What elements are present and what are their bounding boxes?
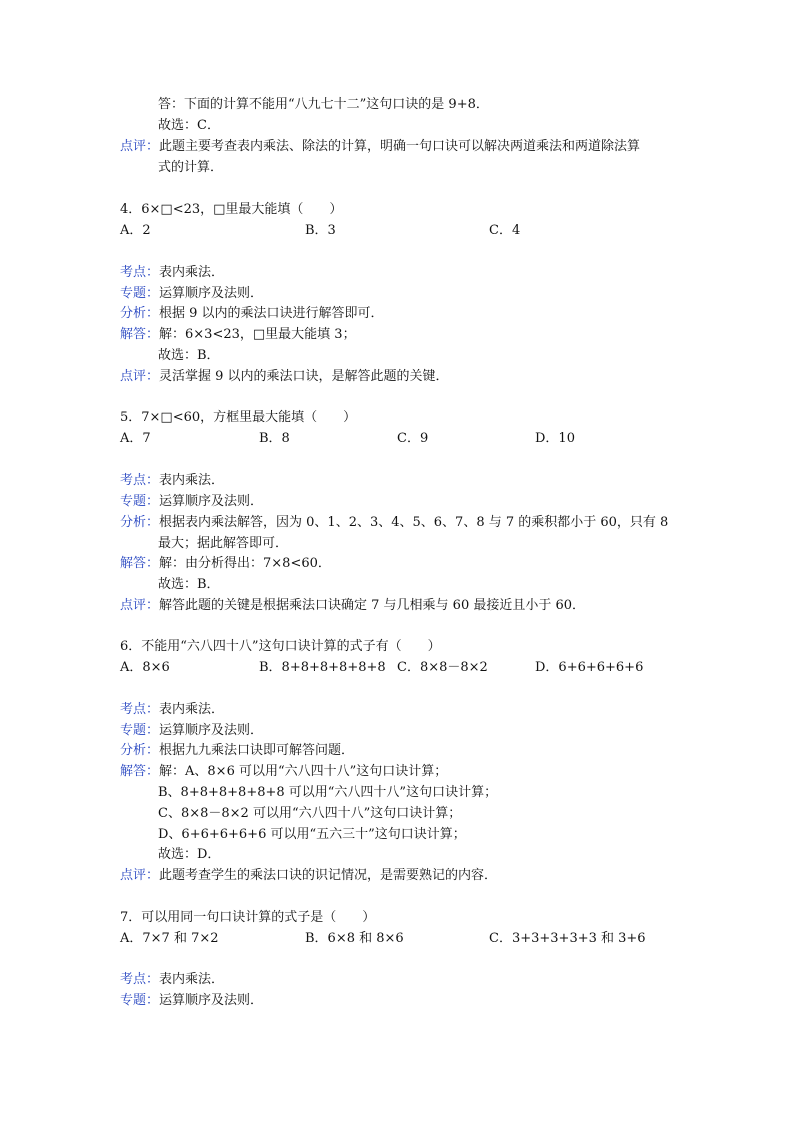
fenxi-label: 分析：	[120, 306, 160, 321]
q5-choice: 故选：B．	[158, 577, 220, 592]
q5-dianping-text: 解答此题的关键是根据乘法口诀确定 7 与几相乘与 60 最接近且小于 60．	[159, 598, 586, 613]
q5-zhuanti	[120, 493, 263, 511]
q6-fenxi-text: 根据九九乘法口诀即可解答问题．	[159, 743, 355, 758]
q5-option-c: C．9	[397, 431, 429, 446]
comment-line	[120, 138, 640, 156]
q7-option-c: C．3+3+3+3+3 和 3+6	[489, 931, 646, 946]
choice-line: 故选：C．	[158, 118, 220, 133]
question-7-stem: 7．可以用同一句口诀计算的式子是（ ）	[120, 910, 376, 925]
q6-fenxi	[120, 742, 354, 760]
q5-kaodian-text: 表内乘法．	[159, 473, 225, 488]
q6-option-a: A．8×6	[120, 660, 170, 675]
q6-kaodian-text: 表内乘法．	[159, 702, 225, 717]
kaodian-label: 考点：	[120, 972, 160, 987]
q5-fenxi-continuation: 最大；据此解答即可．	[158, 536, 289, 551]
q4-dianping	[120, 368, 449, 386]
question-4-stem: 4．6×□<23，□里最大能填（ ）	[120, 202, 343, 217]
q6-zhuanti-text: 运算顺序及法则．	[159, 723, 264, 738]
q7-kaodian-text: 表内乘法．	[159, 972, 225, 987]
q6-dianping	[120, 867, 497, 885]
zhuanti-label: 专题：	[120, 286, 160, 301]
q5-fenxi	[120, 514, 668, 532]
zhuanti-label: 专题：	[120, 723, 160, 738]
q4-option-c: C．4	[489, 223, 521, 238]
zhuanti-label: 专题：	[120, 494, 160, 509]
jieda-label: 解答：	[120, 764, 160, 779]
q4-jieda-text: 解：6×3<23，□里最大能填 3；	[159, 327, 356, 342]
q7-option-b: B．6×8 和 8×6	[305, 931, 404, 946]
kaodian-label: 考点：	[120, 265, 160, 280]
dianping-label: 点评：	[120, 868, 160, 883]
q4-kaodian	[120, 264, 224, 282]
kaodian-label: 考点：	[120, 473, 160, 488]
q7-zhuanti-text: 运算顺序及法则．	[159, 993, 264, 1008]
q5-jieda-text: 解：由分析得出：7×8<60．	[159, 556, 331, 571]
comment-continuation: 式的计算．	[158, 160, 224, 175]
q6-dianping-text: 此题考查学生的乘法口诀的识记情况，是需要熟记的内容．	[159, 868, 498, 883]
q4-fenxi	[120, 305, 384, 323]
q6-kaodian	[120, 701, 224, 719]
q6-zhuanti	[120, 722, 263, 740]
q6-option-b: B．8+8+8+8+8+8	[259, 660, 386, 675]
q4-option-b: B．3	[305, 223, 336, 238]
comment-label: 点评：	[120, 139, 160, 154]
q5-kaodian	[120, 472, 224, 490]
dianping-label: 点评：	[120, 598, 160, 613]
question-6-stem: 6．不能用“六八四十八”这句口诀计算的式子有（ ）	[120, 639, 441, 654]
q5-fenxi-text: 根据表内乘法解答，因为 0、1、2、3、4、5、6、7、8 与 7 的乘积都小于 60，只有 8	[159, 515, 669, 530]
jieda-label: 解答：	[120, 327, 160, 342]
q4-kaodian-text: 表内乘法．	[159, 265, 225, 280]
q4-dianping-text: 灵活掌握 9 以内的乘法口诀，是解答此题的关键．	[159, 369, 449, 384]
fenxi-label: 分析：	[120, 515, 160, 530]
q6-jieda-line-4: D、6+6+6+6+6 可以用“五六三十”这句口诀计算；	[158, 827, 466, 842]
zhuanti-label: 专题：	[120, 993, 160, 1008]
q4-option-a: A．2	[120, 223, 151, 238]
q6-option-d: D．6+6+6+6+6	[535, 660, 644, 675]
q6-jieda-text-1: 解：A、8×6 可以用“六八四十八”这句口诀计算；	[159, 764, 448, 779]
q7-option-a: A．7×7 和 7×2	[120, 931, 219, 946]
q4-choice: 故选：B．	[158, 348, 220, 363]
comment-text: 此题主要考查表内乘法、除法的计算，明确一句口诀可以解决两道乘法和两道除法算	[159, 139, 641, 154]
q6-jieda-line-3: C、8×8－8×2 可以用“六八四十八”这句口诀计算；	[158, 806, 462, 821]
q6-choice: 故选：D．	[158, 847, 221, 862]
q7-kaodian	[120, 971, 224, 989]
q4-jieda	[120, 326, 356, 344]
fenxi-label: 分析：	[120, 743, 160, 758]
q5-jieda	[120, 555, 331, 573]
q5-dianping	[120, 597, 585, 615]
answer-line: 答：下面的计算不能用“八九七十二”这句口诀的是 9+8．	[158, 97, 489, 112]
q4-zhuanti-text: 运算顺序及法则．	[159, 286, 264, 301]
q6-jieda	[120, 763, 447, 781]
q7-zhuanti	[120, 992, 263, 1010]
q5-option-b: B．8	[259, 431, 290, 446]
q6-jieda-line-2: B、8+8+8+8+8+8 可以用“六八四十八”这句口诀计算；	[158, 785, 498, 800]
dianping-label: 点评：	[120, 369, 160, 384]
question-5-stem: 5．7×□<60，方框里最大能填（ ）	[120, 410, 357, 425]
q4-fenxi-text: 根据 9 以内的乘法口诀进行解答即可．	[159, 306, 384, 321]
q5-zhuanti-text: 运算顺序及法则．	[159, 494, 264, 509]
q5-option-a: A．7	[120, 431, 151, 446]
jieda-label: 解答：	[120, 556, 160, 571]
q6-option-c: C．8×8－8×2	[397, 660, 488, 675]
q4-zhuanti	[120, 285, 263, 303]
q5-option-d: D．10	[535, 431, 575, 446]
kaodian-label: 考点：	[120, 702, 160, 717]
